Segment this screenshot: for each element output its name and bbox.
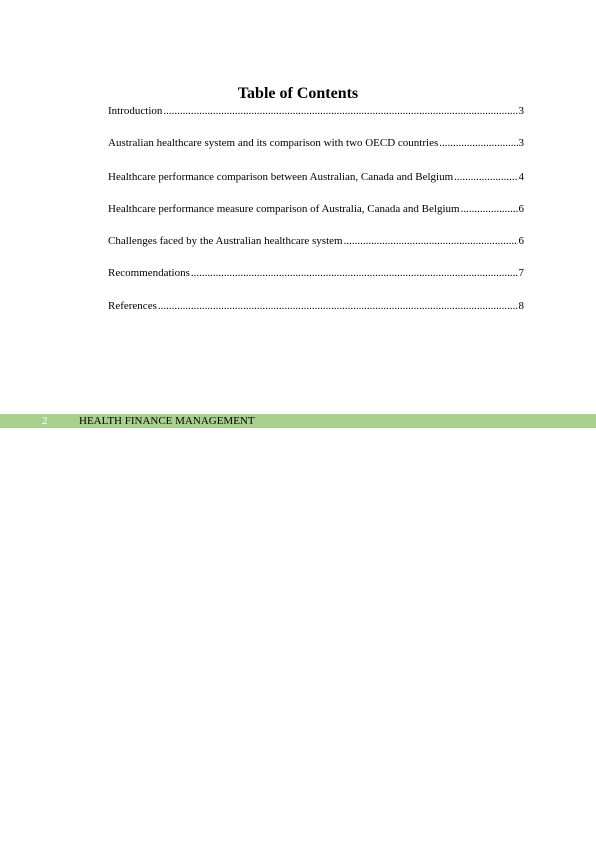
footer-title: HEALTH FINANCE MANAGEMENT xyxy=(79,415,255,427)
toc-entry-recommendations[interactable] xyxy=(108,266,524,280)
toc-entry-performance-measure-comparison[interactable] xyxy=(108,202,524,216)
toc-title: Table of Contents xyxy=(237,85,359,102)
toc-entry-page: 3 xyxy=(518,105,524,117)
toc-leader-dots xyxy=(344,234,518,248)
toc-entry-performance-comparison[interactable] xyxy=(108,170,524,184)
toc-entry-references[interactable] xyxy=(108,299,524,313)
toc-entry-label: References xyxy=(108,300,157,312)
toc-entry-label: Recommendations xyxy=(108,267,190,279)
toc-entry-label: Australian healthcare system and its comparison with two OECD countries xyxy=(108,137,439,149)
toc-entry-page: 8 xyxy=(518,300,524,312)
toc-entry-label: Healthcare performance measure comparison of Australia, Canada and Belgium xyxy=(108,203,460,215)
toc-leader-dots xyxy=(454,170,517,184)
toc-entry-page: 6 xyxy=(518,203,524,215)
toc-entry-page: 6 xyxy=(518,235,524,247)
toc-leader-dots xyxy=(158,299,518,313)
footer-page-number: 2 xyxy=(42,415,48,427)
toc-leader-dots xyxy=(461,202,518,216)
toc-entry-label: Healthcare performance comparison between Australian, Canada and Belgium xyxy=(108,171,454,183)
toc-entry-australian-healthcare-system[interactable] xyxy=(108,136,524,150)
toc-entry-label: Introduction xyxy=(108,105,163,117)
toc-entry-challenges[interactable] xyxy=(108,234,524,248)
toc-leader-dots xyxy=(191,266,518,280)
toc-entry-page: 7 xyxy=(518,267,524,279)
toc-entry-page: 4 xyxy=(518,171,524,183)
toc-entry-page: 3 xyxy=(518,137,524,149)
toc-entry-label: Challenges faced by the Australian healthcare system xyxy=(108,235,343,247)
toc-leader-dots xyxy=(163,104,517,118)
toc-entry-introduction[interactable] xyxy=(108,104,524,118)
toc-leader-dots xyxy=(439,136,517,150)
